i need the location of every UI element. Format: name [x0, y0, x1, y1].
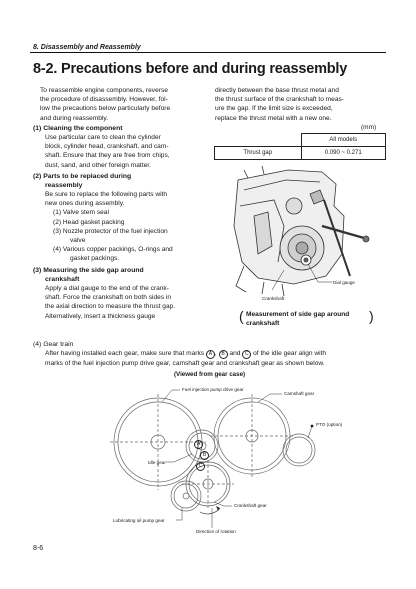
lube-pump-gear-label: Lubricating oil pump gear — [113, 518, 165, 523]
table-row-label: Thrust gap — [215, 147, 302, 160]
item-cleaning — [33, 124, 213, 170]
intro-line: To reassemble engine components, reverse — [40, 87, 168, 94]
intro-paragraph — [40, 86, 212, 123]
item-line: marks of the fuel injection pump drive gear, camshaft gear and crankshaft gear as shown below. — [45, 360, 325, 367]
caption-line: crankshaft — [246, 319, 280, 327]
thrust-gap-table — [214, 133, 386, 160]
line-text: of the idle gear align with — [253, 350, 327, 357]
section-title: 8-2. Precautions before and during reassembly — [33, 61, 348, 77]
crankshaft-label: Crankshaft — [262, 296, 285, 301]
item-heading: (3) Measuring the side gap around — [33, 267, 144, 274]
item-line: block, cylinder head, crankshaft, and cam- — [45, 143, 169, 151]
page-number: 8-6 — [33, 545, 44, 552]
gear-train-diagram — [100, 380, 360, 540]
item-line: the axial direction to measure the thrust gap. — [45, 303, 176, 311]
list-item: (1) Valve stem seal — [53, 209, 109, 217]
item-line: dust, sand, and other foreign matter. — [45, 161, 151, 169]
caption-paren-open: ( — [239, 308, 244, 324]
list-item: (3) Nozzle protector of the fuel injection — [53, 227, 168, 235]
item-body — [33, 284, 213, 321]
gear-mark-a: A — [194, 440, 203, 449]
table-cell: 0.090 ~ 0.271 — [301, 147, 386, 160]
text-line: ure the gap. If the limit size is exceeded, — [215, 105, 333, 113]
text-line: replace the thrust metal with a new one. — [215, 114, 332, 122]
item-line: After having installed each gear, make sure that marks A , B and C of the idle gear align with — [45, 350, 327, 357]
item-gear-train — [33, 340, 393, 368]
text-line: directly between the base thrust metal and — [215, 87, 339, 94]
mark-a-symbol: A — [206, 350, 215, 359]
pto-label: PTO (option) — [316, 422, 343, 427]
item-body — [33, 349, 393, 368]
header-rule — [30, 52, 386, 53]
table-header: All models — [301, 134, 386, 147]
camshaft-gear-label: Camshaft gear — [284, 391, 315, 396]
item-line: shaft. Force the crankshaft on both sides in — [45, 294, 172, 302]
intro-line: low the precautions below particularly before — [40, 105, 171, 113]
item-line: Use particular care to clean the cylinder — [45, 134, 161, 141]
gear-mark-b: B — [200, 451, 209, 460]
intro-line: the procedure of disassembly. However, fol- — [40, 96, 168, 104]
crankshaft-gear-label: Crankshaft gear — [234, 503, 267, 508]
viewed-from-label: (Viewed from gear case) — [174, 371, 246, 378]
figure-caption — [239, 308, 376, 328]
line-text: and — [229, 350, 241, 357]
item-line: Alternatively, insert a thickness gauge — [45, 312, 156, 320]
unit-label: (mm) — [361, 124, 377, 131]
list-item: (2) Head gasket packing — [53, 218, 125, 226]
text-line: the thrust surface of the crankshaft to meas- — [215, 96, 345, 104]
list-item: (4) Various copper packings, O-rings and — [53, 246, 173, 254]
caption-paren-close: ) — [369, 308, 374, 324]
gear-mark-c: C — [196, 462, 205, 471]
item-line: Apply a dial gauge to the end of the crank- — [45, 285, 169, 292]
list-item-cont: gasket packings. — [70, 255, 120, 263]
fuel-pump-gear-label: Fuel injection pump drive gear — [182, 387, 244, 392]
table-corner — [215, 134, 302, 147]
item-side-gap — [33, 266, 213, 321]
item-heading: (1) Cleaning the component — [33, 125, 123, 132]
item-heading-cont: reassembly — [45, 182, 83, 189]
caption-line: Measurement of side gap around — [246, 311, 350, 318]
item-heading: (4) Gear train — [33, 341, 74, 348]
idle-gear-label: Idle gear — [148, 460, 166, 465]
running-header: 8. Disassembly and Reassembly — [33, 44, 141, 51]
item-parts-replaced — [33, 172, 213, 264]
intro-line: and during reassembly. — [40, 114, 109, 122]
list-item-cont: valve — [70, 237, 86, 245]
item-line: Be sure to replace the following parts with — [45, 191, 168, 198]
mark-b-symbol: B — [219, 350, 228, 359]
item-body — [33, 133, 213, 170]
item-heading-cont: crankshaft — [45, 276, 80, 283]
line-text: After having installed each gear, make sure that marks — [45, 350, 205, 357]
item-line: new ones during assembly. — [45, 200, 125, 208]
mark-c-symbol: C — [242, 350, 251, 359]
dial-gauge-label: Dial gauge — [333, 280, 355, 285]
replacement-list — [33, 208, 213, 263]
item-heading: (2) Parts to be replaced during — [33, 173, 132, 180]
item-body — [33, 190, 213, 208]
right-column-text — [215, 86, 387, 123]
item-line: shaft. Ensure that they are free from chips, — [45, 152, 170, 160]
rotation-label: Direction of rotation — [196, 529, 236, 534]
